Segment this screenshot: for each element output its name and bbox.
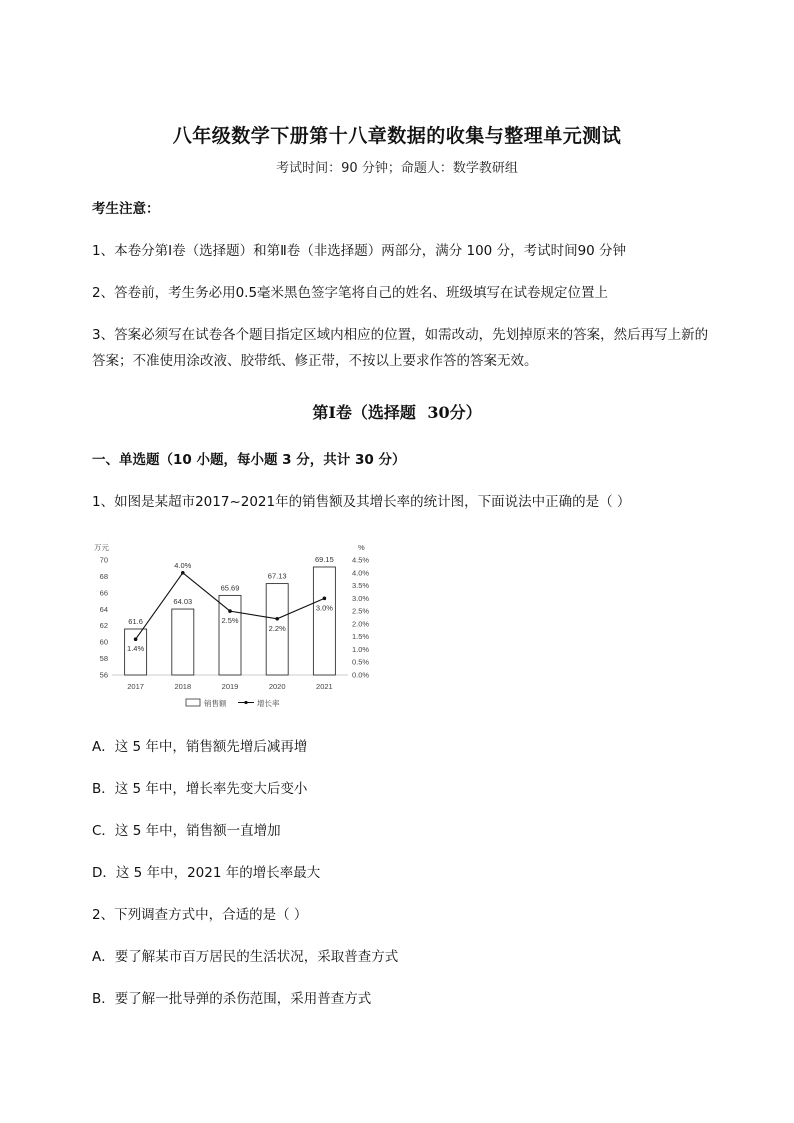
question-2-option-b: B．要了解一批导弹的杀伤范围，采用普查方式 (92, 991, 372, 1007)
y-right-tick-label: 3.5% (352, 581, 370, 591)
y-right-tick-label: 4.5% (352, 555, 370, 565)
chart-bars (125, 555, 336, 675)
chart-legend (186, 698, 280, 708)
y-right-tick-label: 0.0% (352, 670, 370, 680)
sales-growth-chart (90, 538, 390, 718)
legend-line-marker (244, 701, 247, 704)
x-tick-label: 2021 (316, 682, 333, 691)
growth-rate-point (275, 617, 279, 621)
notice-item-1: 1、本卷分第Ⅰ卷（选择题）和第Ⅱ卷（非选择题）两部分，满分 100 分，考试时间90 分钟 (92, 243, 627, 259)
bar (313, 567, 335, 675)
bar-value-label: 69.15 (315, 554, 334, 564)
x-tick-label: 2019 (221, 682, 239, 691)
bar-value-label: 67.13 (267, 571, 287, 581)
growth-rate-label: 2.5% (221, 616, 239, 626)
growth-rate-label: 1.4% (127, 644, 145, 654)
growth-rate-point (323, 597, 327, 601)
bar-value-label: 64.03 (173, 597, 193, 607)
y-left-tick-label: 62 (99, 621, 108, 631)
part-heading: 一、单选题（10 小题，每小题 3 分，共计 30 分） (92, 452, 406, 468)
question-1-option-d: D．这 5 年中，2021 年的增长率最大 (92, 865, 321, 881)
question-1-option-c: C．这 5 年中，销售额一直增加 (92, 823, 281, 839)
paper-subtitle: 考试时间：90 分钟；命题人：数学教研组 (276, 161, 518, 176)
legend-line-label: 增长率 (257, 699, 280, 708)
y-right-tick-label: 1.0% (352, 644, 370, 654)
paper-title: 八年级数学下册第十八章数据的收集与整理单元测试 (172, 125, 622, 147)
question-1-option-a: A．这 5 年中，销售额先增后减再增 (92, 739, 308, 755)
growth-rate-point (228, 609, 232, 613)
y-right-tick-label: 4.0% (352, 568, 370, 578)
bar (172, 609, 194, 675)
y-left-tick-label: 58 (99, 654, 108, 664)
question-2-stem: 2、下列调查方式中，合适的是（ ） (92, 907, 308, 923)
question-2-option-a: A．要了解某市百万居民的生活状况，采取普查方式 (92, 949, 399, 965)
y-right-tick-label: 2.0% (352, 619, 370, 629)
y-left-title: 万元 (94, 543, 109, 552)
growth-rate-point (134, 637, 138, 641)
section-title: 第Ⅰ卷（选择题 30分） (312, 403, 482, 422)
bar (219, 595, 241, 675)
question-1-stem: 1、如图是某超市2017~2021年的销售额及其增长率的统计图，下面说法中正确的是（ ） (92, 494, 631, 510)
legend-bar-label: 销售额 (204, 699, 227, 708)
notice-heading: 考生注意： (92, 201, 160, 217)
x-tick-label: 2018 (174, 682, 192, 691)
question-1-option-b: B．这 5 年中，增长率先变大后变小 (92, 781, 308, 797)
x-tick-label: 2017 (127, 682, 144, 691)
growth-rate-point (181, 571, 185, 575)
y-left-tick-label: 68 (99, 571, 108, 581)
bar-value-label: 61.6 (128, 617, 143, 626)
y-left-tick-label: 70 (99, 555, 108, 565)
y-right-tick-label: 2.5% (352, 606, 370, 616)
x-tick-label: 2020 (268, 682, 286, 691)
growth-rate-label: 3.0% (315, 603, 333, 613)
y-left-tick-label: 66 (99, 588, 108, 598)
bar-value-label: 65.69 (220, 583, 240, 593)
growth-rate-label: 4.0% (174, 560, 192, 570)
notice-item-2: 2、答卷前，考生务必用0.5毫米黑色签字笔将自己的姓名、班级填写在试卷规定位置上 (92, 285, 609, 301)
y-right-tick-label: 0.5% (352, 657, 370, 667)
y-left-tick-label: 56 (99, 670, 108, 680)
growth-rate-label: 2.2% (268, 623, 286, 633)
y-left-tick-label: 64 (99, 604, 108, 614)
y-left-tick-label: 60 (99, 637, 108, 647)
y-right-tick-label: 3.0% (352, 593, 370, 603)
y-right-title: % (358, 543, 365, 552)
y-right-tick-label: 1.5% (352, 632, 370, 642)
notice-item-3: 3、答案必须写在试卷各个题目指定区域内相应的位置，如需改动，先划掉原来的答案，然后再写上新的答案；不准使用涂改液、胶带纸、修正带，不按以上要求作答的答案无效。 (92, 327, 709, 369)
legend-bar-swatch (186, 699, 200, 706)
